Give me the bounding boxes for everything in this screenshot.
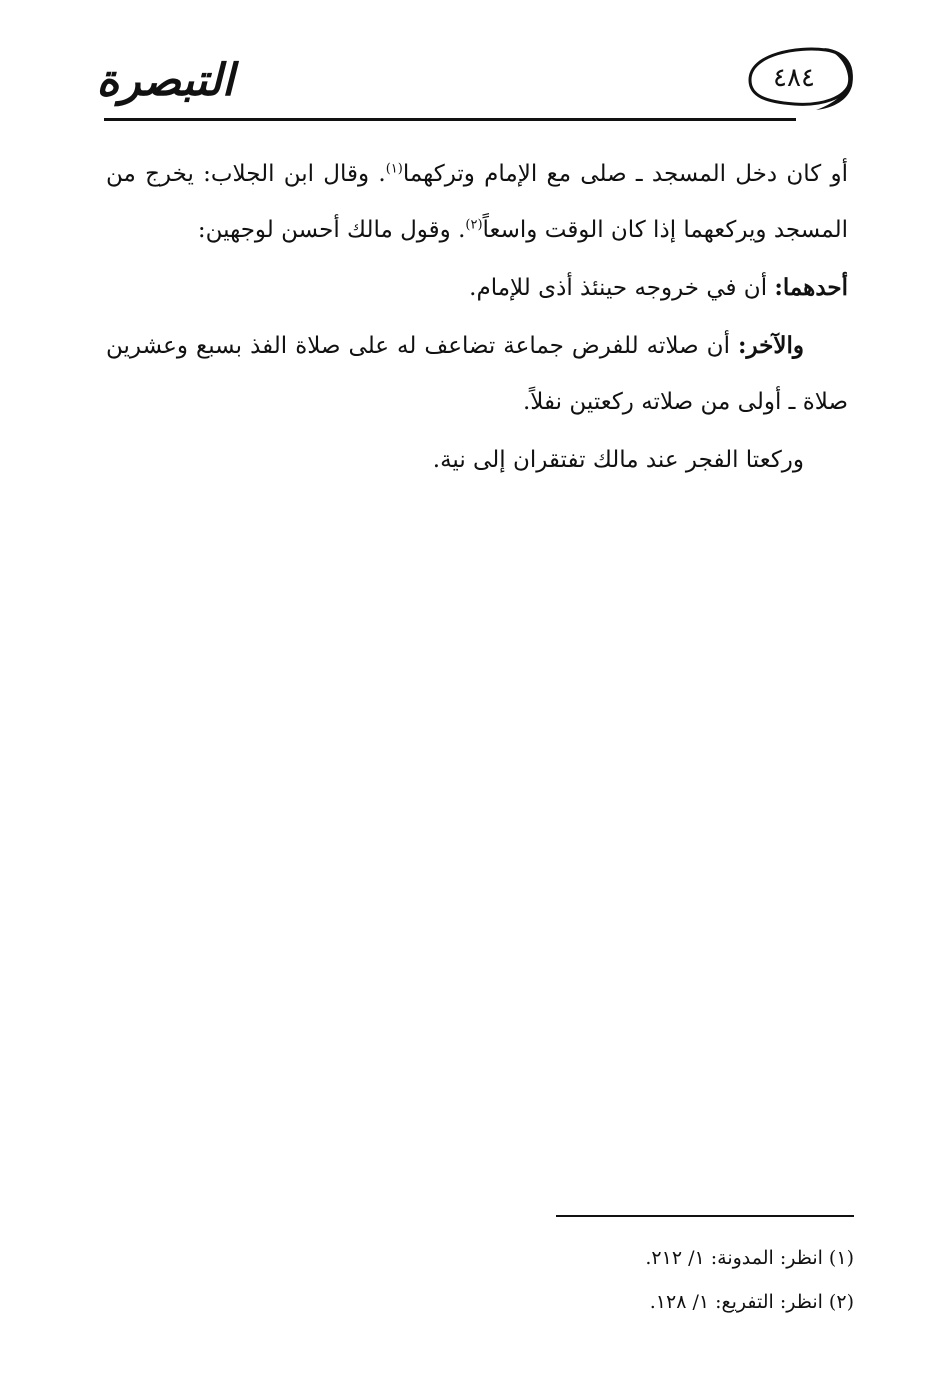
paragraph-lead: أحدهما:: [774, 274, 848, 301]
page-number-badge: [738, 40, 856, 114]
page-header: [96, 40, 856, 124]
paragraph-text: أو كان دخل المسجد ـ صلى مع الإمام وتركهما: [402, 161, 848, 187]
footnote-separator: [556, 1215, 854, 1217]
paragraph-text: وركعتا الفجر عند مالك تفتقران إلى نية.: [432, 447, 804, 473]
header-rule: [104, 118, 796, 121]
paragraph-text: أن صلاته للفرض جماعة تضاعف له على صلاة الفذ بسبع وعشرين صلاة ـ أولى من صلاته ركعتين نفلاً.: [106, 333, 848, 415]
book-title-logo: التبصرة: [96, 55, 234, 106]
paragraph-text: . وقال ابن الجلاب: يخرج من المسجد ويركعهما إذا كان الوقت واسعاً: [106, 161, 848, 243]
footnote: (١) انظر: المدونة: ١/ ٢١٢.: [645, 1247, 854, 1269]
paragraph-text: أن في خروجه حينئذ أذى للإمام.: [469, 275, 775, 301]
paragraph: [106, 432, 848, 488]
page-number: ٤٨٤: [773, 63, 815, 93]
footnotes: [400, 1236, 854, 1324]
paragraph-lead: والآخر:: [737, 332, 804, 359]
main-text: [106, 146, 848, 488]
paragraph: [106, 260, 848, 316]
footnote-reference: (١): [385, 161, 403, 177]
paragraph: [106, 318, 848, 430]
paragraph-text: . وقول مالك أحسن لوجهين:: [197, 217, 466, 243]
paragraph: [106, 146, 848, 258]
footnote-reference: (٢): [465, 217, 483, 233]
footnote: (٢) انظر: التفريع: ١/ ١٢٨.: [649, 1291, 854, 1313]
